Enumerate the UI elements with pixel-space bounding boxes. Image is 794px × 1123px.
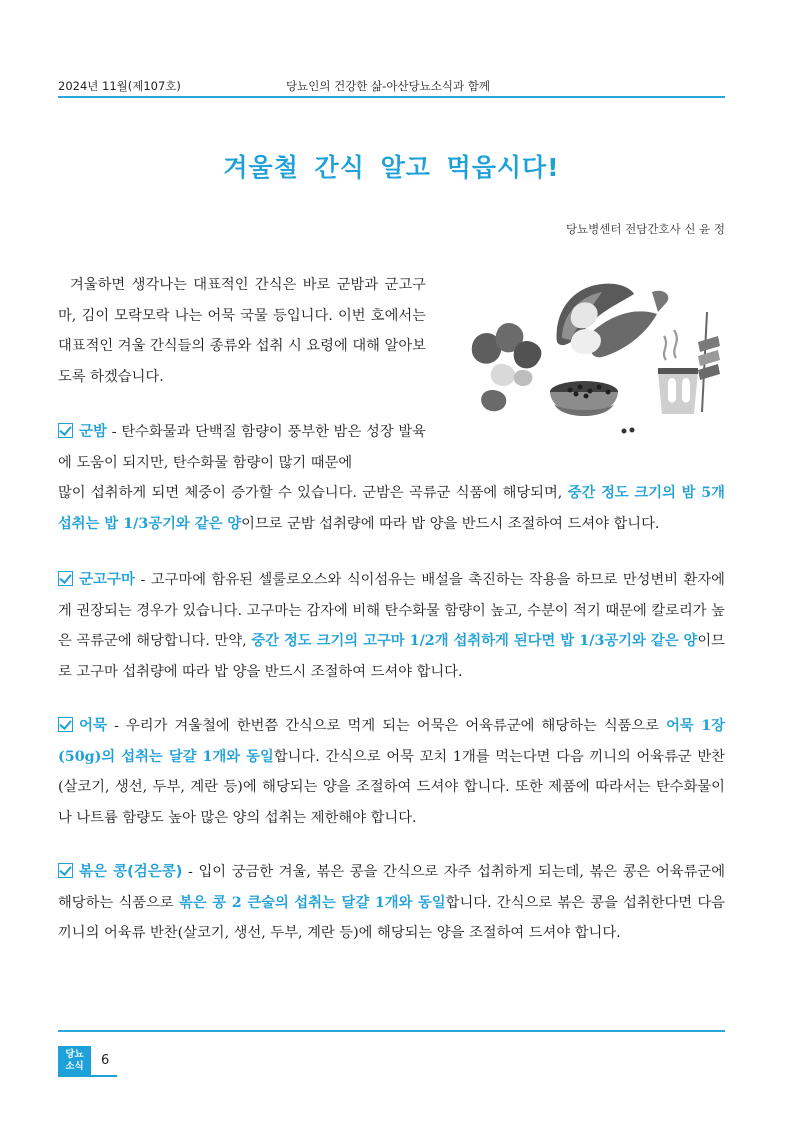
section-heading: 볶은 콩(검은콩) (79, 864, 183, 880)
section-roasted-chestnut-cont (58, 478, 725, 539)
section-heading: 어묵 (79, 718, 108, 734)
checkbox-icon (58, 717, 73, 732)
footer-divider (58, 1030, 725, 1032)
section-text: 많이 섭취하게 되면 체중이 증가할 수 있습니다. 군밤은 곡류군 식품에 해당되며, (58, 485, 568, 501)
section-roasted-chestnut (58, 417, 426, 478)
article-author: 당뇨병센터 전담간호사 신 윤 정 (565, 222, 725, 236)
winter-snacks-illustration (462, 272, 727, 447)
fish-cake-cup-icon (658, 312, 720, 414)
newsletter-badge (58, 1046, 91, 1075)
issue-number: 2024년 11월(제107호) (58, 79, 181, 93)
section-fish-cake (58, 711, 725, 833)
section-text: 합니다. 간식으로 어묵 꼬치 1개를 먹는다면 다음 끼니의 어육류군 반찬(살코기, 생선, 두부, 계란 등)에 해당되는 양을 조절하여 드셔야 합니다. 또한 제품에 따라서는 탄수화물이나 나트륨 함량도 높아 많은 양의 섭취는 제한해야 합니다. (58, 748, 725, 826)
chestnut-icon (472, 323, 542, 411)
section-text: 이므로 군밤 섭취량에 따라 밥 양을 반드시 조절하여 드셔야 합니다. (241, 515, 660, 532)
section-highlight: 중간 정도 크기의 고구마 1/2개 섭취하게 된다면 밥 1/3공기와 같은 양 (251, 633, 698, 649)
section-roasted-sweet-potato (58, 565, 725, 687)
section-text: - 고구마에 함유된 셀룰로오스와 식이섬유는 배설을 촉진하는 작용을 하므로 만성변비 환자에게 권장되는 경우가 있습니다. 고구마는 감자에 비해 탄수화물 함량이 높고, 수분이 적기 때문에 칼로리가 높은 곡류군에 해당합니다. 만약, (58, 572, 725, 649)
section-heading: 군고구마 (79, 572, 136, 588)
checkbox-icon (58, 423, 73, 438)
section-text: 이므로 고구마 섭취량에 따라 밥 양을 반드시 조절하여 드셔야 합니다. (58, 633, 725, 680)
intro-paragraph (58, 270, 426, 392)
badge-line: 소식 (65, 1061, 84, 1072)
section-roasted-beans (58, 857, 725, 949)
section-text: - 우리가 겨울철에 한번쯤 간식으로 먹게 되는 어묵은 어육류군에 해당하는 식품으로 (107, 718, 667, 734)
section-text: - 탄수화물과 단백질 함량이 풍부한 밤은 성장 발육에 도움이 되지만, 탄수화물 함량이 많기 때문에 (58, 424, 426, 471)
bean-bowl-icon (550, 381, 635, 434)
checkbox-icon (58, 571, 73, 586)
section-heading: 군밤 (79, 424, 108, 440)
sweet-potato-icon (557, 284, 669, 358)
intro-text: 겨울하면 생각나는 대표적인 간식은 바로 군밤과 군고구마, 김이 모락모락 나는 어묵 국물 등입니다. 이번 호에서는 대표적인 겨울 간식들의 종류와 섭취 시 요령에 대해 알아보도록 하겠습니다. (58, 277, 426, 385)
section-highlight: 중간 정도 크기의 밤 5개 섭취는 밥 1/3공기와 같은 양 (58, 485, 725, 532)
article-title: 겨울철 간식 알고 먹읍시다! (223, 153, 560, 182)
page-header (58, 78, 725, 96)
header-divider (58, 96, 725, 98)
badge-line: 당뇨 (65, 1049, 84, 1060)
page-number: 6 (101, 1053, 110, 1068)
page-number-underline (58, 1075, 117, 1077)
section-text: - 입이 궁금한 겨울, 볶은 콩을 간식으로 자주 섭취하게 되는데, 볶은 콩은 어육류군에 해당하는 식품으로 (58, 864, 726, 911)
header-tagline: 당뇨인의 건강한 삶-아산당뇨소식과 함께 (286, 79, 490, 93)
section-text: 합니다. 간식으로 볶은 콩을 섭취한다면 다음 끼니의 어육류 반찬(살코기, 생선, 두부, 계란 등)에 해당되는 양을 조절하여 드셔야 합니다. (58, 894, 725, 941)
section-highlight: 어묵 1장(50g)의 섭취는 달걀 1개와 동일 (58, 718, 725, 765)
section-highlight: 볶은 콩 2 큰술의 섭취는 달걀 1개와 동일 (178, 894, 446, 911)
checkbox-icon (58, 863, 73, 878)
